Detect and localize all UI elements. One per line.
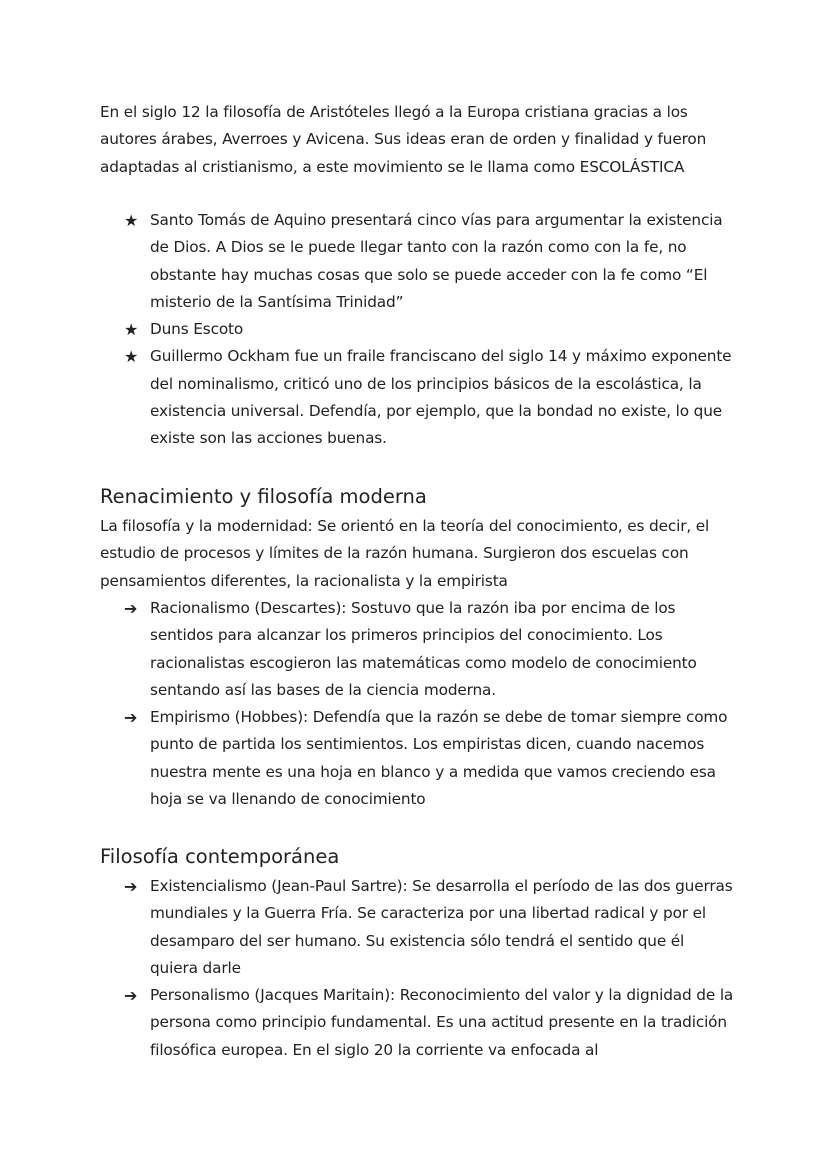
list-item-text: Existencialismo (Jean-Paul Sartre): Se desarrolla el período de las dos guerras mundiales y la Guerra Fría. Se caracteriza por una libertad radical y por el desamparo del ser humano. Su existencia sólo tendrá el sentido que él quiera darle bbox=[150, 877, 733, 977]
section-heading-renaissance: Renacimiento y filosofía moderna bbox=[100, 485, 427, 508]
contemporary-list bbox=[122, 873, 734, 1064]
star-bullet-icon: ★ bbox=[124, 320, 139, 340]
list-item-text: Duns Escoto bbox=[150, 320, 244, 339]
list-item bbox=[122, 207, 734, 316]
intro-paragraph: En el siglo 12 la filosofía de Aristóteles llegó a la Europa cristiana gracias a los autores árabes, Averroes y Avicena. Sus ideas eran de orden y finalidad y fueron adaptadas al cristianismo, a este movimiento se le llama como ESCOLÁSTICA bbox=[100, 103, 707, 176]
list-item bbox=[122, 873, 734, 982]
arrow-bullet-icon: ➔ bbox=[124, 599, 138, 618]
list-item-text: Santo Tomás de Aquino presentará cinco vías para argumentar la existencia de Dios. A Dios se le puede llegar tanto con la razón como con la fe, no obstante hay muchas cosas que solo se puede acceder con la fe como “El misterio de la Santísima Trinidad” bbox=[150, 211, 723, 311]
list-item bbox=[122, 343, 734, 452]
renaissance-paragraph: La filosofía y la modernidad: Se orientó en la teoría del conocimiento, es decir, el estudio de procesos y límites de la razón humana. Surgieron dos escuelas con pensamientos diferentes, la racionalista y la empirista bbox=[100, 517, 710, 590]
arrow-bullet-icon: ➔ bbox=[124, 986, 138, 1006]
list-item bbox=[122, 316, 734, 343]
section-heading-contemporary: Filosofía contemporánea bbox=[100, 845, 340, 868]
list-item-text: Guillermo Ockham fue un fraile franciscano del siglo 14 y máximo exponente del nominalismo, criticó uno de los principios básicos de la escolástica, la existencia universal. Defendía, por ejemplo, que la bondad no existe, lo que existe son las acciones buenas. bbox=[150, 347, 732, 448]
arrow-bullet-icon: ➔ bbox=[124, 708, 138, 728]
list-item-text: Racionalismo (Descartes): Sostuvo que la razón iba por encima de los sentidos para alcanzar los primeros principios del conocimiento. Los racionalistas escogieron las matemáticas como modelo de conocimiento sentando así las bases de la ciencia moderna. bbox=[150, 599, 697, 699]
list-item bbox=[122, 595, 734, 704]
list-item bbox=[122, 982, 734, 1064]
list-item-text: Personalismo (Jacques Maritain): Reconocimiento del valor y la dignidad de la persona como principio fundamental. Es una actitud presente en la tradición filosófica europea. En el siglo 20 la corriente va enfocada al bbox=[150, 986, 734, 1059]
star-bullet-icon: ★ bbox=[124, 347, 139, 367]
scholastics-list bbox=[122, 207, 734, 453]
list-item-text: Empirismo (Hobbes): Defendía que la razón se debe de tomar siempre como punto de partida los sentimientos. Los empiristas dicen, cuando nacemos nuestra mente es una hoja en blanco y a medida que vamos creciendo esa hoja se va llenando de conocimiento bbox=[150, 708, 728, 809]
arrow-bullet-icon: ➔ bbox=[124, 877, 138, 896]
renaissance-list bbox=[122, 595, 734, 813]
star-bullet-icon: ★ bbox=[124, 211, 139, 230]
list-item bbox=[122, 704, 734, 813]
